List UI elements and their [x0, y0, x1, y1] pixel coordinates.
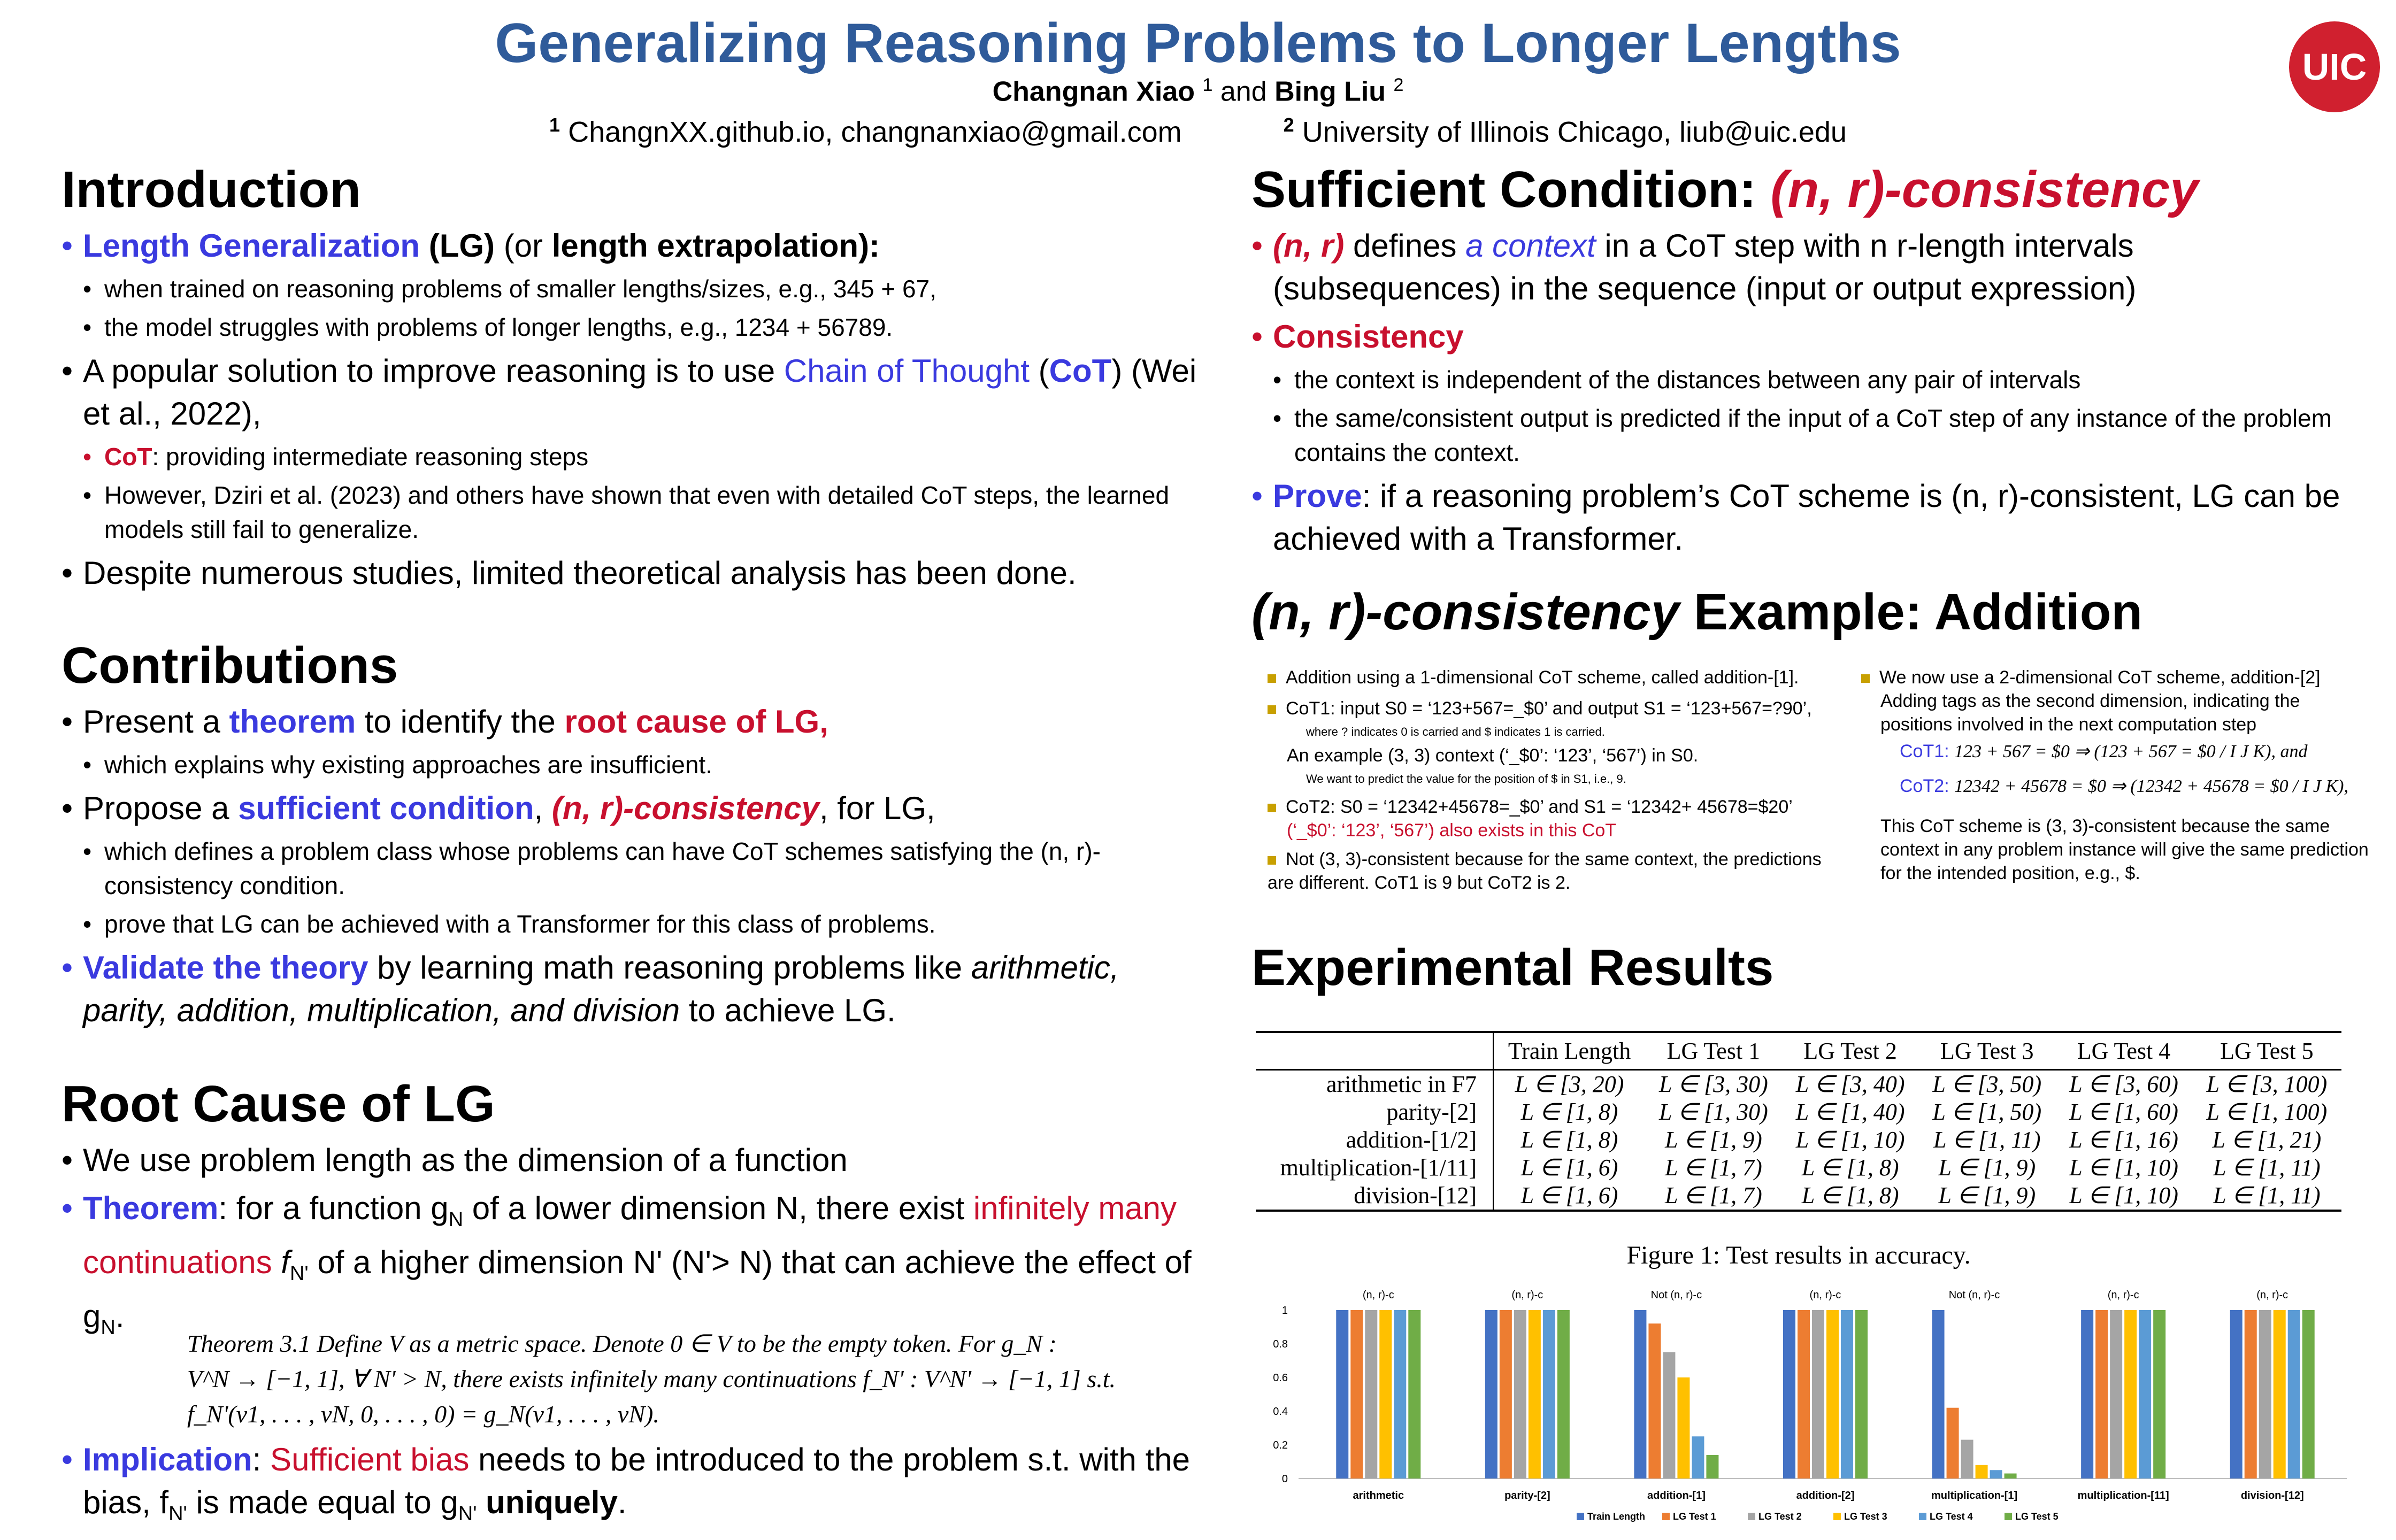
- legend-swatch: [1833, 1513, 1841, 1520]
- ex-l2: CoT1: input S0 = ‘123+567=_$0’ and output S1 = ‘123+567=?90’,: [1268, 697, 1845, 720]
- chart-annotation: (n, r)-c: [2256, 1289, 2289, 1301]
- table-cell: arithmetic in F7: [1256, 1070, 1493, 1099]
- bar: [2139, 1310, 2151, 1479]
- bar: [1812, 1310, 1824, 1479]
- ex-r1: We now use a 2-dimensional CoT scheme, addition-[2]: [1861, 666, 2369, 689]
- suff-consistency: • Consistency: [1251, 315, 2353, 358]
- ex-l4: CoT2: S0 = ‘12342+45678=_$0’ and S1 = ‘12342+ 45678=$20’: [1268, 795, 1845, 819]
- ex-l3: An example (3, 3) context (‘_$0’: ‘123’, ‘567’) in S0.: [1287, 745, 1699, 766]
- table-row: [1256, 1154, 2341, 1182]
- suff-heading: Sufficient Condition: (n, r)-consistency: [1251, 161, 2199, 218]
- x-tick-label: addition-[2]: [1796, 1490, 1855, 1502]
- table-cell: L ∈ [1, 9): [1938, 1154, 2036, 1181]
- chart-annotation: (n, r)-c: [1809, 1289, 1841, 1301]
- table-header-cell: LG Test 4: [2055, 1032, 2192, 1070]
- table-cell: L ∈ [1, 40): [1795, 1099, 1905, 1125]
- x-tick-label: division-[12]: [2240, 1490, 2304, 1502]
- legend-swatch: [1662, 1513, 1670, 1520]
- bar: [1961, 1440, 1973, 1479]
- table-cell: L ∈ [1, 10): [2069, 1154, 2178, 1181]
- suff-cons-sub-1: • the context is independent of the distances between any pair of intervals: [1251, 363, 2353, 397]
- example-right: [1861, 666, 2369, 885]
- table-header-cell: LG Test 2: [1782, 1032, 1919, 1070]
- ex-r4: CoT2: 12342 + 45678 = $0 ⇒ (12342 + 45678 = $0 / I J K),: [1900, 776, 2348, 796]
- bar: [1841, 1310, 1853, 1479]
- table-row: [1256, 1098, 2341, 1126]
- ex-l2s: where ? indicates 0 is carried and $ indicates 1 is carried.: [1306, 725, 1605, 738]
- uic-logo: UIC: [2289, 21, 2380, 112]
- bar: [1798, 1310, 1810, 1479]
- example-left: [1268, 666, 1845, 895]
- table-row: [1256, 1070, 2341, 1099]
- table-cell: L ∈ [1, 7): [1665, 1182, 1762, 1208]
- chart-annotation: Not (n, r)-c: [1650, 1289, 1702, 1301]
- y-tick-label: 0.2: [1273, 1439, 1288, 1451]
- bar: [2302, 1310, 2315, 1479]
- bar: [2124, 1310, 2137, 1479]
- legend-label: Train Length: [1587, 1511, 1645, 1522]
- ex-r2: Adding tags as the second dimension, indicating the positions involved in the next computation step: [1880, 691, 2300, 735]
- legend-label: LG Test 1: [1673, 1511, 1716, 1522]
- example-heading: (n, r)-consistency Example: Addition: [1251, 583, 2142, 641]
- ex-l6: Not (3, 3)-consistent because for the same context, the predictions are different. CoT1 is 9 but CoT2 is 2.: [1268, 849, 1822, 893]
- chart-annotation: (n, r)-c: [1362, 1289, 1394, 1301]
- bar: [1514, 1310, 1526, 1479]
- legend-label: LG Test 4: [1930, 1511, 1973, 1522]
- results-section: [1251, 938, 2353, 997]
- y-tick-label: 0.8: [1273, 1338, 1288, 1350]
- ex-r3: CoT1: 123 + 567 = $0 ⇒ (123 + 567 = $0 / I J K), and: [1900, 741, 2308, 761]
- legend-label: LG Test 5: [2015, 1511, 2059, 1522]
- bar: [1336, 1310, 1348, 1479]
- table-cell: L ∈ [3, 60): [2069, 1071, 2178, 1097]
- bar: [1408, 1310, 1420, 1479]
- table-cell: L ∈ [1, 9): [1938, 1182, 2036, 1208]
- table-cell: L ∈ [1, 50): [1932, 1099, 2042, 1125]
- authors: [0, 75, 2396, 107]
- bar: [1485, 1310, 1498, 1479]
- bar: [1648, 1323, 1661, 1479]
- affil-1-num: 1: [549, 114, 560, 136]
- intro-sub-2: • the model struggles with problems of longer lengths, e.g., 1234 + 56789.: [62, 310, 1206, 344]
- and-word: and: [1220, 76, 1267, 107]
- legend-swatch: [2005, 1513, 2012, 1520]
- bar: [2110, 1310, 2122, 1479]
- table-cell: L ∈ [3, 20): [1515, 1071, 1624, 1097]
- results-heading: Experimental Results: [1251, 939, 1774, 996]
- bar: [1394, 1310, 1406, 1479]
- implication-bullet: • Implication: Sufficient bias needs to be introduced to the problem s.t. with the bias, $f_{N'}$ is made equal to $g_{N'}$ uniquely.: [62, 1438, 1206, 1535]
- table-cell: L ∈ [1, 11): [1933, 1127, 2041, 1153]
- x-tick-label: multiplication-[1]: [1931, 1490, 2018, 1502]
- figure-caption: Figure 1: Test results in accuracy.: [1626, 1241, 1971, 1269]
- table-cell: multiplication-[1/11]: [1256, 1154, 1493, 1182]
- x-tick-label: parity-[2]: [1504, 1490, 1550, 1502]
- intro-heading: Introduction: [62, 161, 361, 218]
- affil-2: University of Illinois Chicago, liub@uic.edu: [1302, 116, 1847, 148]
- results-bar-chart: [1256, 1278, 2357, 1529]
- table-cell: addition-[1/2]: [1256, 1126, 1493, 1154]
- bar: [2153, 1310, 2165, 1479]
- bar: [1500, 1310, 1512, 1479]
- root-section: [62, 1075, 1206, 1349]
- contrib-1: • Present a theorem to identify the root cause of LG,: [62, 700, 1206, 743]
- table-cell: L ∈ [1, 7): [1665, 1154, 1762, 1181]
- table-cell: L ∈ [1, 8): [1520, 1127, 1618, 1153]
- x-tick-label: addition-[1]: [1647, 1490, 1706, 1502]
- table-cell: L ∈ [1, 21): [2212, 1127, 2322, 1153]
- suff-prove: • Prove: if a reasoning problem’s CoT scheme is (n, r)-consistent, LG can be achieved with a Transformer.: [1251, 475, 2353, 560]
- ex-r5: This CoT scheme is (3, 3)-consistent because the same context in any problem instance will give the same prediction for the intended position, e.g., $.: [1880, 816, 2369, 883]
- bar: [2288, 1310, 2300, 1479]
- bar: [1634, 1310, 1646, 1479]
- table-cell: L ∈ [1, 10): [2069, 1182, 2178, 1208]
- table-cell: parity-[2]: [1256, 1098, 1493, 1126]
- contrib-2-sub-1: • which defines a problem class whose problems can have CoT schemes satisfying the (n, r)-consistency condition.: [62, 834, 1206, 903]
- root-b1: • We use problem length as the dimension of a function: [62, 1139, 1206, 1182]
- bar: [1350, 1310, 1363, 1479]
- table-cell: L ∈ [1, 8): [1801, 1182, 1899, 1208]
- bar: [2274, 1310, 2286, 1479]
- ex-l5: (‘_$0’: ‘123’, ‘567’) also exists in this CoT: [1287, 820, 1617, 841]
- contrib-2: • Propose a sufficient condition, (n, r)-consistency, for LG,: [62, 787, 1206, 830]
- y-tick-label: 0.6: [1273, 1372, 1288, 1384]
- bar: [1976, 1465, 1988, 1479]
- intro-despite: • Despite numerous studies, limited theoretical analysis has been done.: [62, 552, 1206, 595]
- x-tick-label: multiplication-[11]: [2077, 1490, 2169, 1502]
- table-header-cell: LG Test 1: [1645, 1032, 1782, 1070]
- theorem-line-3: f_N'(v1, . . . , vN, 0, . . . , 0) = g_N(v1, . . . , vN).: [187, 1400, 659, 1428]
- bar: [1990, 1470, 2002, 1479]
- ex-l1: Addition using a 1-dimensional CoT scheme, called addition-[1].: [1268, 666, 1845, 689]
- contrib-2-sub-2: • prove that LG can be achieved with a Transformer for this class of problems.: [62, 907, 1206, 941]
- table-row: [1256, 1182, 2341, 1211]
- affil-1: ChangnXX.github.io, changnanxiao@gmail.com: [568, 116, 1182, 148]
- intro-section: [62, 160, 1206, 595]
- bar: [1379, 1310, 1392, 1479]
- bar: [1529, 1310, 1541, 1479]
- author-1: Changnan Xiao: [992, 76, 1195, 107]
- table-cell: L ∈ [1, 10): [1795, 1127, 1905, 1153]
- table-cell: L ∈ [3, 40): [1795, 1071, 1905, 1097]
- results-table: [1256, 1031, 2341, 1212]
- chart-annotation: Not (n, r)-c: [1948, 1289, 2000, 1301]
- contrib-3: • Validate the theory by learning math reasoning problems like arithmetic, parity, addition, multiplication, and division to achieve LG.: [62, 946, 1206, 1032]
- bar: [2081, 1310, 2093, 1479]
- legend-swatch: [1748, 1513, 1755, 1520]
- bar: [1663, 1352, 1675, 1479]
- contrib-heading: Contributions: [62, 637, 398, 694]
- poster-title: Generalizing Reasoning Problems to Longer Lengths: [495, 12, 1901, 74]
- table-cell: L ∈ [1, 6): [1520, 1154, 1618, 1181]
- bar: [1826, 1310, 1839, 1479]
- implication: [62, 1438, 1206, 1535]
- bar: [1692, 1436, 1704, 1479]
- theorem-line-2: V^N → [−1, 1], ∀ N' > N, there exists infinitely many continuations f_N' : V^N' → [−1, 1] s.t.: [187, 1365, 1116, 1392]
- y-tick-label: 1: [1281, 1305, 1288, 1316]
- contrib-section: [62, 636, 1206, 1032]
- table-header: [1256, 1032, 2341, 1070]
- root-theorem: • Theorem: for a function $g_N$ of a lower dimension N, there exist infinitely many continuations $f_{N'}$ of a higher dimension N' (N'> N) that can achieve the effect of $g_N$.: [62, 1187, 1206, 1349]
- legend-swatch: [1577, 1513, 1584, 1520]
- x-tick-label: arithmetic: [1353, 1490, 1404, 1502]
- legend-swatch: [1919, 1513, 1926, 1520]
- chart-annotation: (n, r)-c: [1511, 1289, 1543, 1301]
- bar: [1855, 1310, 1868, 1479]
- bar: [2095, 1310, 2108, 1479]
- bar: [1947, 1408, 1959, 1479]
- intro-cot-def: • CoT: providing intermediate reasoning steps: [62, 440, 1206, 474]
- table-cell: L ∈ [1, 100): [2206, 1099, 2328, 1125]
- table-cell: L ∈ [3, 30): [1659, 1071, 1768, 1097]
- bar: [1783, 1310, 1795, 1479]
- suff-b1: • (n, r) defines a context in a CoT step with n r-length intervals (subsequences) in the sequence (input or output expression): [1251, 225, 2353, 310]
- contrib-1-sub: • which explains why existing approaches are insufficient.: [62, 748, 1206, 782]
- table-cell: L ∈ [1, 11): [2213, 1182, 2321, 1208]
- theorem-line-1: Theorem 3.1 Define V as a metric space. Denote 0 ∈ V to be the empty token. For g_N :: [187, 1330, 1057, 1357]
- y-tick-label: 0: [1281, 1473, 1288, 1485]
- table-cell: L ∈ [1, 60): [2069, 1099, 2178, 1125]
- example-section: [1251, 583, 2353, 642]
- table-body: [1256, 1070, 2341, 1211]
- intro-however: • However, Dziri et al. (2023) and others have shown that even with detailed CoT steps, the learned models still fail to generalize.: [62, 478, 1206, 546]
- affiliations: [0, 110, 2396, 149]
- intro-lg-bullet: • Length Generalization (LG) (or length extrapolation):: [62, 225, 1206, 267]
- root-heading: Root Cause of LG: [62, 1075, 495, 1133]
- bar: [2005, 1474, 2017, 1479]
- bar: [2259, 1310, 2271, 1479]
- bar: [2230, 1310, 2243, 1479]
- table-row: [1256, 1126, 2341, 1154]
- table-cell: L ∈ [3, 100): [2206, 1071, 2328, 1097]
- author-2: Bing Liu: [1274, 76, 1386, 107]
- table-cell: L ∈ [1, 6): [1520, 1182, 1618, 1208]
- author-2-sup: 2: [1393, 75, 1404, 95]
- ex-l3s: We want to predict the value for the position of $ in S1, i.e., 9.: [1306, 772, 1626, 786]
- suff-section: [1251, 160, 2353, 560]
- table-cell: L ∈ [1, 8): [1801, 1154, 1899, 1181]
- bar: [1706, 1455, 1718, 1479]
- table-header-cell: Train Length: [1493, 1032, 1645, 1070]
- bar: [1677, 1377, 1690, 1479]
- y-tick-label: 0.4: [1273, 1406, 1288, 1418]
- bar: [1365, 1310, 1377, 1479]
- intro-cot-bullet: • A popular solution to improve reasoning is to use Chain of Thought (CoT) (Wei et al., 2022),: [62, 350, 1206, 435]
- theorem-box: [187, 1326, 1203, 1432]
- table-header-cell: LG Test 3: [1918, 1032, 2055, 1070]
- table-cell: L ∈ [1, 16): [2069, 1127, 2178, 1153]
- table-header-cell: [1256, 1032, 1493, 1070]
- bar: [1557, 1310, 1570, 1479]
- table-header-cell: LG Test 5: [2192, 1032, 2341, 1070]
- bar: [1932, 1310, 1945, 1479]
- author-1-sup: 1: [1202, 75, 1213, 95]
- table-cell: L ∈ [3, 50): [1932, 1071, 2042, 1097]
- suff-cons-sub-2: • the same/consistent output is predicted if the input of a CoT step of any instance of the problem contains the context.: [1251, 401, 2353, 469]
- bar: [2245, 1310, 2257, 1479]
- table-cell: division-[12]: [1256, 1182, 1493, 1211]
- bar: [1543, 1310, 1555, 1479]
- chart-annotation: (n, r)-c: [2107, 1289, 2139, 1301]
- legend-label: LG Test 3: [1844, 1511, 1887, 1522]
- table-cell: L ∈ [1, 9): [1665, 1127, 1762, 1153]
- table-cell: L ∈ [1, 8): [1520, 1099, 1618, 1125]
- table-cell: L ∈ [1, 11): [2213, 1154, 2321, 1181]
- table-cell: L ∈ [1, 30): [1659, 1099, 1768, 1125]
- affil-2-num: 2: [1283, 114, 1294, 136]
- legend-label: LG Test 2: [1758, 1511, 1802, 1522]
- intro-sub-1: • when trained on reasoning problems of smaller lengths/sizes, e.g., 345 + 67,: [62, 272, 1206, 306]
